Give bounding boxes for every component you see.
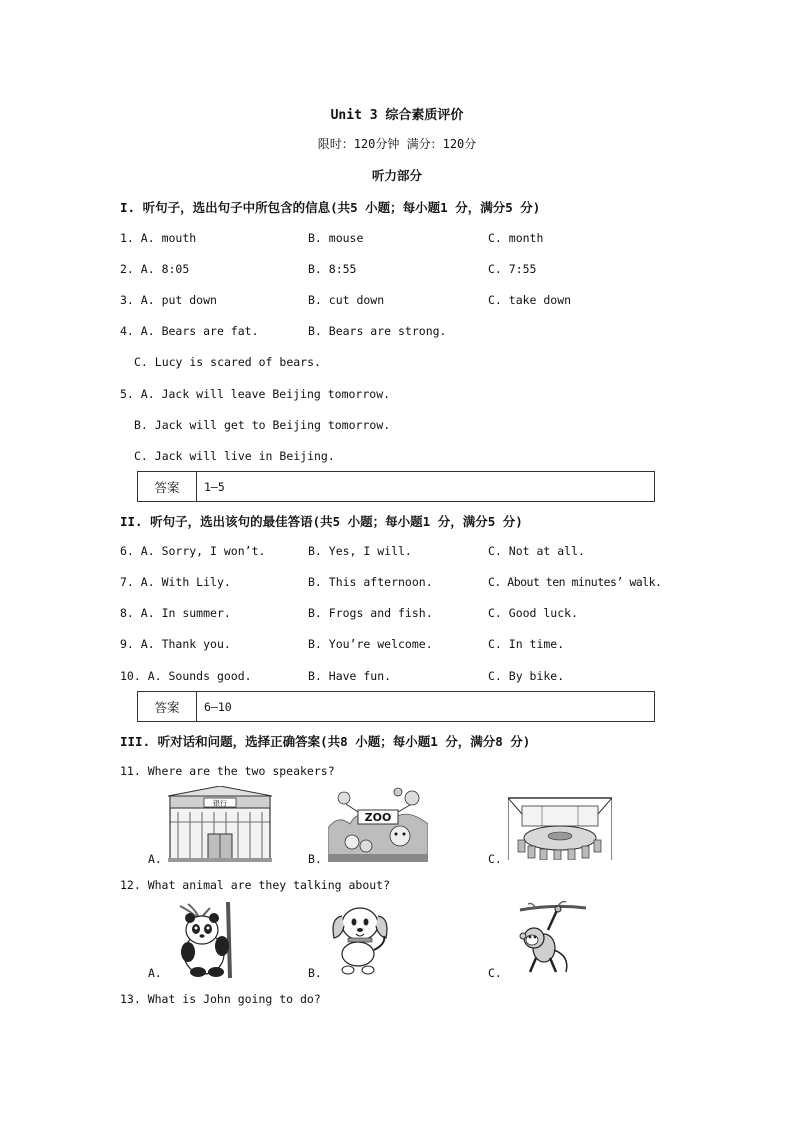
q3-option-b: B. cut down bbox=[308, 293, 385, 307]
bank-picture bbox=[168, 786, 272, 862]
q3-option-a: A. put down bbox=[140, 293, 217, 307]
q6-num: 6. bbox=[120, 544, 134, 558]
q12-text: 12. What animal are they talking about? bbox=[120, 878, 391, 892]
q9-num: 9. bbox=[120, 637, 134, 651]
answer-range: 6—10 bbox=[204, 699, 232, 714]
q1-option-b: B. mouse bbox=[308, 231, 364, 245]
q3-option-c: C. take down bbox=[488, 293, 572, 307]
answer-label: 答案 bbox=[138, 472, 197, 501]
q10-num: 10. bbox=[120, 669, 141, 683]
q5-option-a: A. Jack will leave Beijing tomorrow. bbox=[140, 387, 391, 401]
q3-num: 3. bbox=[120, 293, 134, 307]
q2-option-b: B. 8:55 bbox=[308, 262, 357, 276]
answer-box-1-5 bbox=[137, 471, 655, 502]
q10-option-b: B. Have fun. bbox=[308, 669, 392, 683]
q8-option-b: B. Frogs and fish. bbox=[308, 606, 433, 620]
q7-row bbox=[120, 575, 231, 589]
q2-num: 2. bbox=[120, 262, 134, 276]
monkey-picture bbox=[514, 900, 586, 982]
bank-sign: 银行 bbox=[213, 799, 227, 808]
q13-text: 13. What is John going to do? bbox=[120, 992, 321, 1006]
q1-row bbox=[120, 231, 196, 245]
q2-option-a: A. 8:05 bbox=[140, 262, 190, 276]
q4-option-c: C. Lucy is scared of bears. bbox=[134, 355, 321, 369]
answer-box-6-10 bbox=[137, 691, 655, 722]
q6-option-b: B. Yes, I will. bbox=[308, 544, 412, 558]
answer-range: 1—5 bbox=[204, 479, 225, 494]
zoo-picture bbox=[328, 784, 428, 862]
q12-option-c-label: C. bbox=[488, 966, 502, 980]
panda-picture bbox=[170, 902, 242, 978]
q10-option-c: C. By bike. bbox=[488, 669, 565, 683]
q9-row bbox=[120, 637, 231, 651]
q8-num: 8. bbox=[120, 606, 134, 620]
time-and-score-limits: 限时：120分钟 满分：120分 bbox=[317, 137, 477, 151]
section1-heading: I. 听句子，选出句子中所包含的信息(共5 小题；每小题1 分，满分5 分) bbox=[120, 200, 541, 215]
q5-option-c: C. Jack will live in Beijing. bbox=[134, 449, 335, 463]
q3-row bbox=[120, 293, 217, 307]
q4-num: 4. bbox=[120, 324, 134, 338]
q7-option-c: C. About ten minutes’ walk. bbox=[488, 575, 662, 589]
q12-option-a-label: A. bbox=[148, 966, 162, 980]
q5-num: 5. bbox=[120, 387, 134, 401]
q4-option-a: A. Bears are fat. bbox=[140, 324, 259, 338]
meeting-room-picture bbox=[508, 796, 612, 860]
q7-num: 7. bbox=[120, 575, 134, 589]
q1-num: 1. bbox=[120, 231, 134, 245]
zoo-sign: ZOO bbox=[364, 811, 392, 824]
q11-option-a-label: A. bbox=[148, 852, 162, 866]
q7-option-a: A. With Lily. bbox=[140, 575, 231, 589]
dog-picture bbox=[328, 900, 394, 978]
page-title: Unit 3 综合素质评价 bbox=[330, 108, 464, 123]
section2-heading: II. 听句子，选出该句的最佳答语(共5 小题；每小题1 分，满分5 分) bbox=[120, 514, 523, 529]
answer-label: 答案 bbox=[138, 692, 197, 721]
q10-row bbox=[120, 669, 252, 683]
q11-option-b-label: B. bbox=[308, 852, 322, 866]
q6-row bbox=[120, 544, 265, 558]
q9-option-a: A. Thank you. bbox=[140, 637, 231, 651]
q1-option-c: C. month bbox=[488, 231, 544, 245]
q4-row bbox=[120, 324, 259, 338]
q9-option-b: B. You’re welcome. bbox=[308, 637, 433, 651]
q5-option-b: B. Jack will get to Beijing tomorrow. bbox=[134, 418, 391, 432]
section3-heading: III. 听对话和问题，选择正确答案(共8 小题；每小题1 分，满分8 分) bbox=[120, 734, 531, 749]
q6-option-c: C. Not at all. bbox=[488, 544, 585, 558]
q2-row bbox=[120, 262, 189, 276]
q5-row bbox=[120, 387, 390, 401]
q10-option-a: A. Sounds good. bbox=[147, 669, 252, 683]
q11-option-c-label: C. bbox=[488, 852, 502, 866]
q12-option-b-label: B. bbox=[308, 966, 322, 980]
q6-option-a: A. Sorry, I won’t. bbox=[140, 544, 266, 558]
q8-option-a: A. In summer. bbox=[140, 606, 231, 620]
q8-option-c: C. Good luck. bbox=[488, 606, 579, 620]
q2-option-c: C. 7:55 bbox=[488, 262, 537, 276]
q1-option-a: A. mouth bbox=[140, 231, 197, 245]
q9-option-c: C. In time. bbox=[488, 637, 565, 651]
q8-row bbox=[120, 606, 231, 620]
q4-option-b: B. Bears are strong. bbox=[308, 324, 447, 338]
q7-option-b: B. This afternoon. bbox=[308, 575, 433, 589]
q11-text: 11. Where are the two speakers? bbox=[120, 764, 335, 778]
part-title: 听力部分 bbox=[371, 168, 422, 183]
